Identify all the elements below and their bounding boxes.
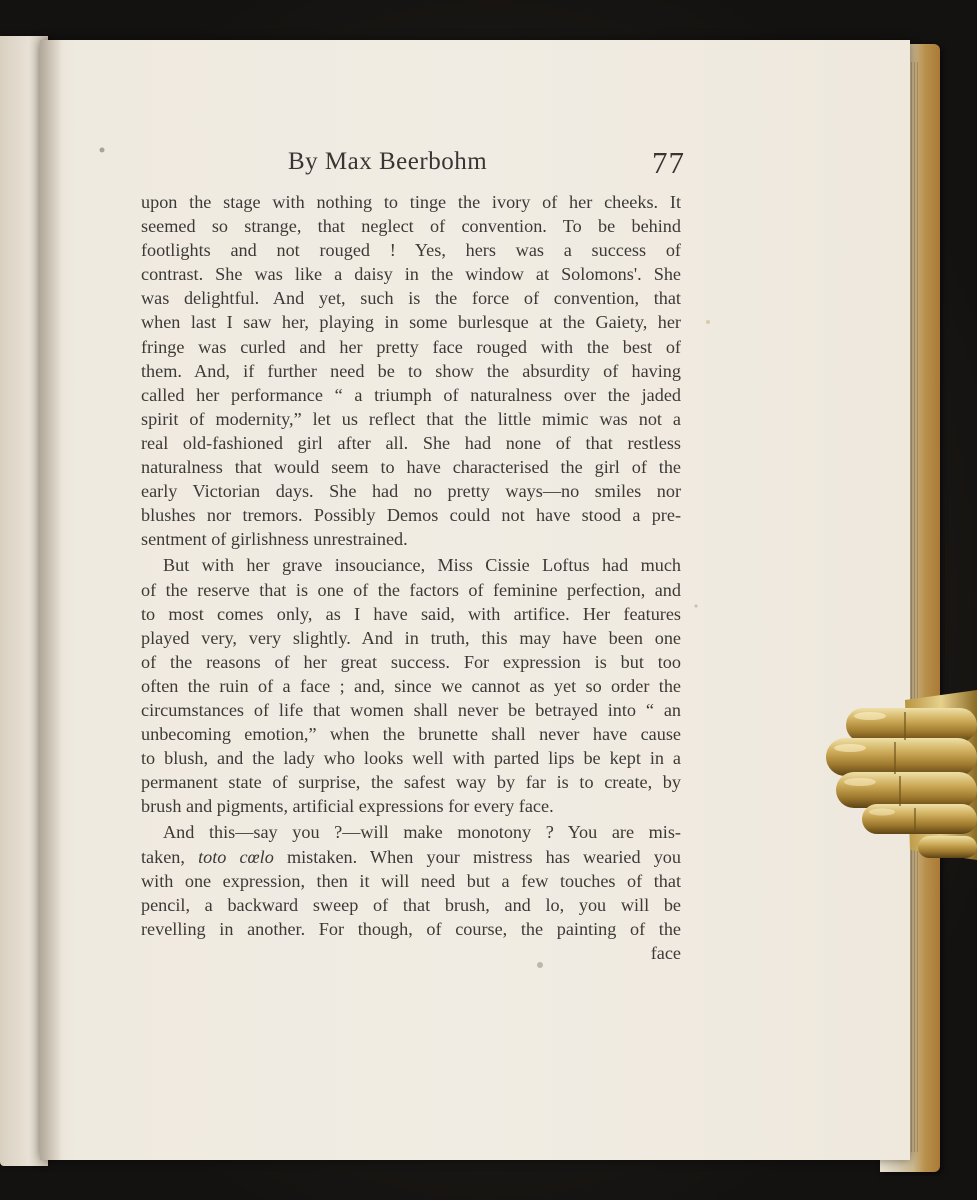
text-line: seemed so strange, that neglect of convention. To be behind: [141, 216, 681, 237]
italic-phrase: toto cœlo: [198, 846, 274, 867]
text-line: But with her grave insouciance, Miss Cissie Loftus had much: [163, 555, 681, 576]
text-line: to blush, and the lady who looks well with parted lips be kept in a: [141, 748, 681, 769]
text-line: when last I saw her, playing in some burlesque at the Gaiety, her: [141, 312, 681, 333]
text-line: sentment of girlishness unrestrained.: [141, 529, 408, 550]
text-line: often the ruin of a face ; and, since we cannot as yet so order the: [141, 675, 681, 696]
text-line: with one expression, then it will need but a few touches of that: [141, 870, 681, 891]
text-line: contrast. She was like a daisy in the window at Solomons'. She: [141, 264, 681, 285]
text-line: played very, very slightly. And in truth, this may have been one: [141, 627, 681, 648]
text-line: early Victorian days. She had no pretty ways—no smiles nor: [141, 481, 681, 502]
page-number: 77: [652, 145, 685, 180]
text-line: naturalness that would seem to have characterised the girl of the: [141, 457, 681, 478]
text-line: real old-fashioned girl after all. She had none of that restless: [141, 432, 681, 453]
text-line: circumstances of life that women shall never be betrayed into “ an: [141, 699, 681, 720]
running-title: By Max Beerbohm: [288, 148, 488, 175]
text-line: spirit of modernity,” let us reflect that the little mimic was not a: [141, 408, 681, 429]
text-line: blushes nor tremors. Possibly Demos could not have stood a pre-: [141, 505, 681, 526]
text-line: permanent state of surprise, the safest way by far is to create, by: [141, 772, 681, 793]
text-line: unbecoming emotion,” when the brunette shall never have cause: [141, 724, 681, 745]
text-line: fringe was curled and her pretty face rouged with the best of: [141, 336, 681, 357]
text-line: And this—say you ?—will make monotony ? You are mis-: [163, 822, 681, 843]
text-line: of the reasons of her great success. For expression is but too: [141, 651, 681, 672]
text-line: was delightful. And yet, such is the force of convention, that: [141, 288, 681, 309]
text-line: pencil, a backward sweep of that brush, and lo, you will be: [141, 894, 681, 915]
text-line: brush and pigments, artificial expressions for every face.: [141, 796, 554, 817]
text-line: revelling in another. For though, of course, the painting of the: [141, 918, 681, 939]
text-line: upon the stage with nothing to tinge the ivory of her cheeks. It: [141, 192, 681, 212]
text-line: called her performance “ a triumph of naturalness over the jaded: [141, 384, 681, 405]
catchword: face: [650, 942, 681, 963]
text-line: of the reserve that is one of the factors of feminine perfection, and: [141, 579, 681, 600]
text-line: them. And, if further need be to show the absurdity of having: [141, 360, 681, 381]
text-fragment: taken,: [141, 846, 199, 867]
text-line: to most comes only, as I have said, with artifice. Her features: [141, 603, 681, 624]
text-line: footlights and not rouged ! Yes, hers was a success of: [141, 240, 681, 261]
text-fragment: mistaken. When your mistress has wearied you: [273, 846, 681, 867]
